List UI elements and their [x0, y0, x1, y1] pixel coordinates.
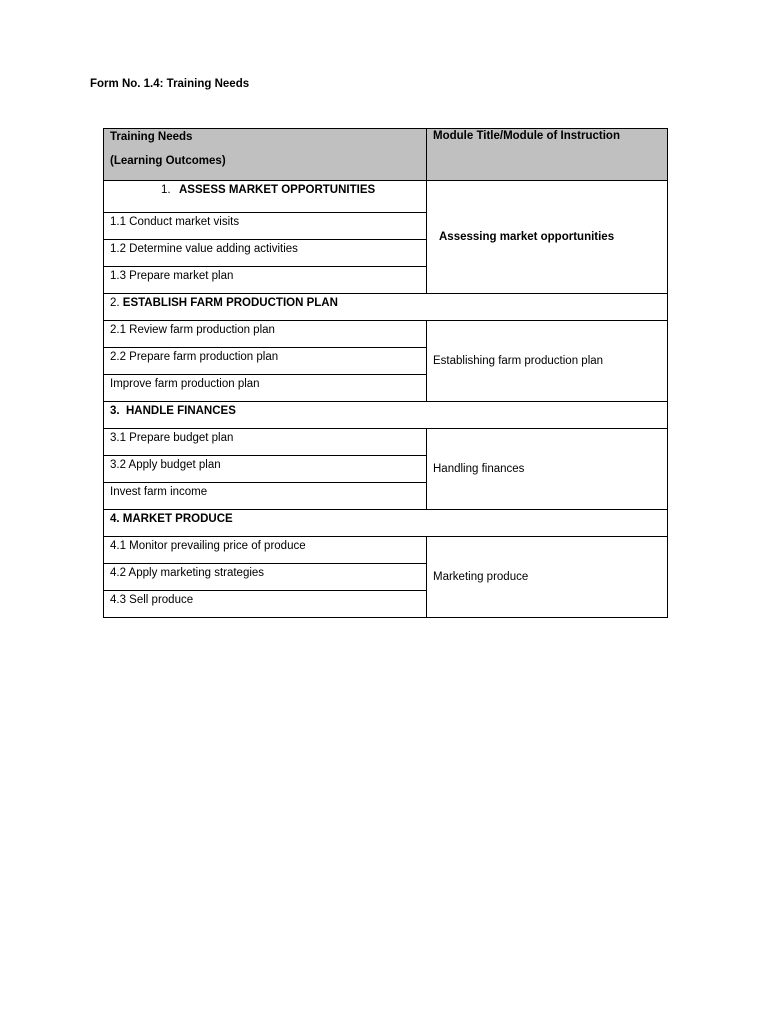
module-cell: Marketing produce: [427, 537, 668, 618]
section-title: HANDLE FINANCES: [125, 405, 236, 417]
learning-outcome: 1.1 Conduct market visits: [104, 213, 427, 240]
section-title-cell: [104, 510, 668, 537]
learning-outcome: 3.1 Prepare budget plan: [104, 429, 427, 456]
learning-outcome: 4.1 Monitor prevailing price of produce: [104, 537, 427, 564]
section-row-2: [104, 294, 668, 321]
section-title: ESTABLISH FARM PRODUCTION PLAN: [122, 297, 338, 309]
learning-outcome: 4.3 Sell produce: [104, 591, 427, 618]
learning-outcome: 1.3 Prepare market plan: [104, 267, 427, 294]
learning-outcome: Invest farm income: [104, 483, 427, 510]
section-number: 4.: [110, 513, 120, 525]
header-learning-outcomes-label: (Learning Outcomes): [110, 155, 226, 167]
table-row: [104, 321, 668, 348]
learning-outcome: 4.2 Apply marketing strategies: [104, 564, 427, 591]
learning-outcome: 2.2 Prepare farm production plan: [104, 348, 427, 375]
section-title-cell: [104, 402, 668, 429]
section-number: 1.: [161, 184, 171, 196]
training-needs-table: [103, 128, 668, 618]
learning-outcome: 1.2 Determine value adding activities: [104, 240, 427, 267]
table-row: [104, 429, 668, 456]
section-number: 2.: [110, 297, 120, 309]
table-row: [104, 537, 668, 564]
table-header-row: [104, 129, 668, 181]
section-row-4: [104, 510, 668, 537]
module-cell: Assessing market opportunities: [427, 181, 668, 294]
section-row-1: [104, 181, 668, 213]
form-title: Form No. 1.4: Training Needs: [90, 78, 250, 90]
header-module-title: Module Title/Module of Instruction: [427, 129, 668, 181]
learning-outcome: 3.2 Apply budget plan: [104, 456, 427, 483]
module-cell: Establishing farm production plan: [427, 321, 668, 402]
section-number: 3.: [110, 405, 120, 417]
module-cell: Handling finances: [427, 429, 668, 510]
section-row-3: [104, 402, 668, 429]
learning-outcome: Improve farm production plan: [104, 375, 427, 402]
section-title-cell: [104, 181, 427, 213]
learning-outcome: 2.1 Review farm production plan: [104, 321, 427, 348]
section-title: MARKET PRODUCE: [122, 513, 233, 525]
header-training-needs: [104, 129, 427, 181]
section-title-cell: [104, 294, 668, 321]
header-training-needs-label: Training Needs: [110, 131, 193, 143]
section-title: ASSESS MARKET OPPORTUNITIES: [179, 184, 376, 196]
